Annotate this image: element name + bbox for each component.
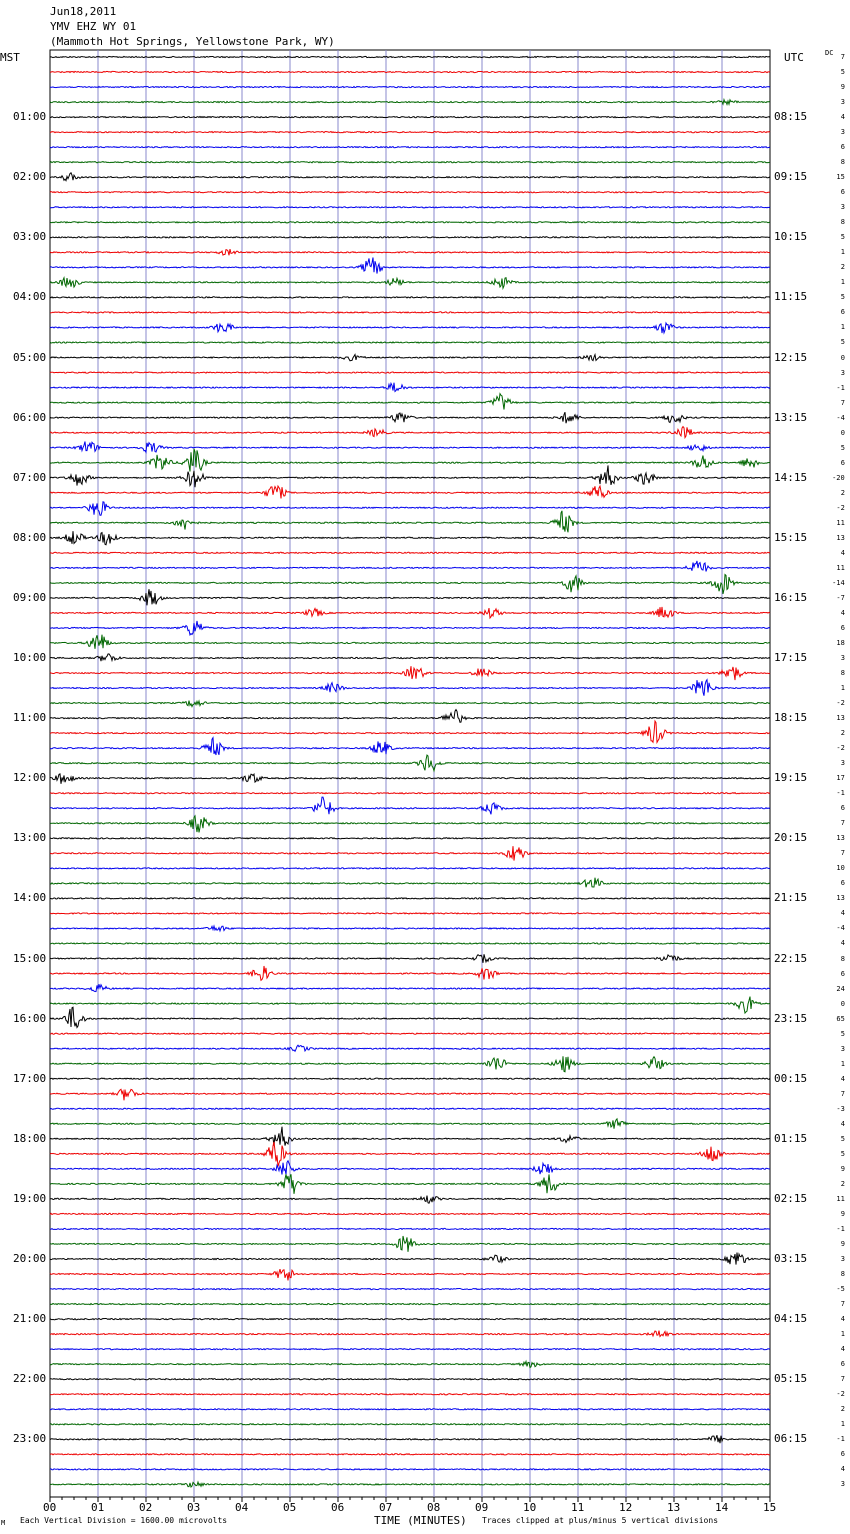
x-tick-label: 09 <box>475 1501 489 1514</box>
dc-offset-label: 2 <box>840 729 845 738</box>
trace-row <box>50 797 770 814</box>
left-hour-label: 13:00 <box>13 831 47 845</box>
dc-offset-label: 3 <box>840 1044 845 1053</box>
left-hour-label: 10:00 <box>13 651 47 664</box>
dc-offset-label: 5 <box>840 443 845 452</box>
dc-offset-label: 2 <box>840 263 845 272</box>
dc-offset-label: 13 <box>836 533 845 542</box>
trace-row <box>50 997 770 1013</box>
dc-offset-label: -2 <box>836 1390 845 1399</box>
trace-row <box>50 132 770 133</box>
dc-offset-label: 0 <box>840 353 845 362</box>
trace-row <box>50 383 770 392</box>
right-hour-label: 04:15 <box>774 1312 808 1326</box>
trace-row <box>50 222 770 223</box>
dc-offset-label: 5 <box>840 293 845 302</box>
trace-row <box>50 710 770 723</box>
trace-row <box>50 1394 770 1395</box>
trace-row <box>50 71 770 72</box>
dc-offset-label: 10 <box>836 864 845 873</box>
trace-row <box>50 1379 770 1380</box>
right-hour-label: 16:15 <box>774 590 808 604</box>
dc-offset-label: 8 <box>840 1270 845 1279</box>
trace-row <box>50 1482 770 1487</box>
x-tick-label: 02 <box>139 1501 153 1514</box>
dc-offset-label: 3 <box>840 759 845 768</box>
dc-offset-label: 6 <box>840 458 845 467</box>
dc-offset-label: 4 <box>840 113 845 122</box>
trace-row <box>50 1142 770 1167</box>
trace-row <box>50 755 770 771</box>
dc-offset-label: 17 <box>836 774 845 783</box>
trace-row <box>50 701 770 707</box>
trace-row <box>50 680 770 696</box>
trace-row <box>50 816 770 833</box>
dc-label: DC <box>825 49 834 57</box>
trace-row <box>50 635 770 649</box>
trace-row <box>50 1349 770 1350</box>
x-tick-label: 00 <box>43 1501 57 1514</box>
trace-row <box>50 1056 770 1072</box>
left-hour-label: 18:00 <box>13 1131 47 1145</box>
dc-offset-label: -2 <box>836 744 845 753</box>
right-hour-label: 03:15 <box>774 1252 808 1265</box>
trace-row <box>50 589 770 605</box>
left-hour-label: 23:00 <box>13 1432 47 1446</box>
right-hour-label: 08:15 <box>774 110 808 124</box>
trace-row <box>50 1033 770 1034</box>
right-hour-label: 05:15 <box>774 1372 808 1386</box>
trace-row <box>50 100 770 105</box>
trace-row <box>50 1409 770 1410</box>
dc-offset-label: 6 <box>840 879 845 888</box>
right-hour-label: 09:15 <box>774 170 808 184</box>
dc-offset-label: -4 <box>836 924 845 933</box>
right-hour-label: 22:15 <box>774 951 808 965</box>
right-hour-label: 13:15 <box>774 410 808 424</box>
left-hour-label: 08:00 <box>13 530 47 544</box>
left-hour-label: 19:00 <box>13 1191 47 1205</box>
trace-row <box>50 954 770 963</box>
left-hour-label: 07:00 <box>13 470 47 484</box>
footer-scale-note: Each Vertical Division = 1600.00 microvolts <box>20 1516 228 1525</box>
dc-offset-label: 7 <box>840 849 845 858</box>
dc-offset-label: 5 <box>840 233 845 242</box>
dc-offset-label: 5 <box>840 338 845 347</box>
right-hour-label: 12:15 <box>774 350 808 364</box>
dc-offset-label: -1 <box>836 1224 845 1233</box>
trace-row <box>50 1089 770 1100</box>
left-hour-label: 04:00 <box>13 290 47 304</box>
dc-offset-label: -1 <box>836 1435 845 1444</box>
dc-offset-label: 6 <box>840 308 845 317</box>
trace-row <box>50 1304 770 1305</box>
dc-offset-label: 1 <box>840 248 845 257</box>
footer-corner: M <box>1 1519 6 1527</box>
dc-offset-label: -3 <box>836 1104 845 1113</box>
trace-row <box>50 207 770 208</box>
trace-row <box>50 838 770 839</box>
trace-row <box>50 654 770 661</box>
trace-row <box>50 531 770 545</box>
trace-row <box>50 56 770 57</box>
trace-row <box>50 342 770 343</box>
trace-row <box>50 1435 770 1443</box>
dc-offset-label: 5 <box>840 1029 845 1038</box>
dc-offset-label: 9 <box>840 1164 845 1173</box>
trace-row <box>50 926 770 931</box>
left-hour-label: 05:00 <box>13 350 47 364</box>
dc-offset-label: 15 <box>836 173 845 182</box>
trace-row <box>50 607 770 618</box>
right-hour-label: 10:15 <box>774 230 808 244</box>
trace-row <box>50 147 770 148</box>
trace-row <box>50 323 770 333</box>
dc-offset-label: 5 <box>840 1149 845 1158</box>
dc-offset-label: 2 <box>840 1179 845 1188</box>
trace-row <box>50 1454 770 1455</box>
dc-offset-label: 7 <box>840 1089 845 1098</box>
trace-row <box>50 943 770 944</box>
right-hour-label: 17:15 <box>774 651 808 664</box>
dc-offset-label: 4 <box>840 909 845 918</box>
x-tick-label: 01 <box>91 1501 105 1514</box>
trace-row <box>50 1196 770 1204</box>
dc-offset-label: 2 <box>840 1405 845 1414</box>
dc-offset-label: 13 <box>836 714 845 723</box>
dc-offset-label: 6 <box>840 1360 845 1369</box>
dc-offset-label: 1 <box>840 1420 845 1429</box>
dc-offset-label: 24 <box>836 984 845 993</box>
dc-offset-label: 6 <box>840 969 845 978</box>
x-tick-label: 05 <box>283 1501 297 1514</box>
right-hour-label: 21:15 <box>774 891 808 905</box>
right-hour-label: 01:15 <box>774 1131 808 1145</box>
trace-row <box>50 1469 770 1470</box>
dc-offset-label: 65 <box>836 1014 845 1023</box>
dc-offset-label: 0 <box>840 428 845 437</box>
right-timezone-label: UTC <box>784 51 804 64</box>
dc-offset-label: 1 <box>840 1330 845 1339</box>
trace-row <box>50 738 770 755</box>
x-axis-title: TIME (MINUTES) <box>374 1514 467 1527</box>
trace-row <box>50 465 770 487</box>
trace-row <box>50 575 770 594</box>
x-tick-label: 14 <box>715 1501 729 1514</box>
footer-clip-note: Traces clipped at plus/minus 5 vertical divisions <box>482 1516 719 1525</box>
dc-offset-label: 3 <box>840 1480 845 1489</box>
dc-offset-label: -1 <box>836 383 845 392</box>
dc-offset-label: 18 <box>836 638 845 647</box>
right-hour-label: 14:15 <box>774 470 808 484</box>
trace-row <box>50 793 770 794</box>
trace-row <box>50 1007 770 1027</box>
trace-row <box>50 984 770 991</box>
dc-offset-label: 1 <box>840 323 845 332</box>
left-hour-label: 14:00 <box>13 891 47 905</box>
dc-offset-label: 3 <box>840 368 845 377</box>
dc-offset-label: 11 <box>836 1194 845 1203</box>
dc-offset-label: 4 <box>840 608 845 617</box>
trace-row <box>50 427 770 438</box>
dc-offset-label: -5 <box>836 1285 845 1294</box>
dc-offset-label: 2 <box>840 488 845 497</box>
right-hour-label: 11:15 <box>774 290 808 304</box>
dc-offset-label: -2 <box>836 503 845 512</box>
trace-row <box>50 721 770 742</box>
dc-offset-label: 13 <box>836 834 845 843</box>
dc-offset-label: -2 <box>836 699 845 708</box>
trace-row <box>50 162 770 163</box>
left-hour-label: 17:00 <box>13 1071 47 1085</box>
left-hour-label: 02:00 <box>13 170 47 184</box>
trace-row <box>50 1119 770 1129</box>
trace-row <box>50 1319 770 1320</box>
x-tick-label: 15 <box>763 1501 777 1514</box>
x-tick-label: 12 <box>619 1501 633 1514</box>
trace-row <box>50 621 770 635</box>
trace-row <box>50 1228 770 1229</box>
dc-offset-label: 6 <box>840 623 845 632</box>
dc-offset-label: 3 <box>840 654 845 662</box>
trace-row <box>50 1331 770 1337</box>
dc-offset-label: 7 <box>840 1375 845 1384</box>
seismogram-traces <box>50 56 770 1487</box>
left-hour-label: 22:00 <box>13 1372 47 1386</box>
x-tick-label: 07 <box>379 1501 393 1514</box>
time-axis <box>50 1497 770 1502</box>
dc-offset-label: 8 <box>840 669 845 678</box>
dc-offset-label: 6 <box>840 188 845 197</box>
trace-row <box>50 1424 770 1425</box>
dc-offset-label: 9 <box>840 1239 845 1248</box>
trace-row <box>50 774 770 784</box>
station-location: (Mammoth Hot Springs, Yellowstone Park, WY) <box>50 35 335 48</box>
trace-row <box>50 966 770 980</box>
right-hour-label: 02:15 <box>774 1191 808 1205</box>
trace-row <box>50 486 770 498</box>
trace-row <box>50 449 770 472</box>
dc-offset-label: 13 <box>836 894 845 903</box>
trace-row <box>50 1236 770 1252</box>
dc-offset-label: 7 <box>840 398 845 407</box>
trace-row <box>50 1161 770 1175</box>
dc-offset-label: 11 <box>836 518 845 527</box>
trace-row <box>50 1078 770 1079</box>
right-hour-label: 23:15 <box>774 1011 808 1025</box>
trace-row <box>50 868 770 869</box>
dc-offset-label: 7 <box>840 819 845 828</box>
trace-row <box>50 237 770 238</box>
x-tick-label: 13 <box>667 1501 681 1514</box>
dc-offset-label: 3 <box>840 98 845 107</box>
trace-row <box>50 372 770 373</box>
dc-offset-label: 1 <box>840 684 845 693</box>
x-tick-label: 03 <box>187 1501 201 1514</box>
trace-row <box>50 846 770 860</box>
dc-offset-label: 9 <box>840 1209 845 1218</box>
dc-offset-label: 5 <box>840 1134 845 1143</box>
dc-offset-label: 7 <box>840 53 845 61</box>
trace-row <box>50 442 770 453</box>
left-hour-label: 21:00 <box>13 1312 47 1326</box>
right-hour-label: 06:15 <box>774 1432 808 1446</box>
trace-row <box>50 552 770 553</box>
x-tick-label: 06 <box>331 1501 345 1514</box>
station-id: YMV EHZ WY 01 <box>50 20 137 33</box>
dc-offset-label: 11 <box>836 563 845 572</box>
dc-offset-label: 1 <box>840 278 845 287</box>
trace-row <box>50 1174 770 1194</box>
dc-offset-label: 8 <box>840 158 845 167</box>
trace-row <box>50 173 770 181</box>
trace-row <box>50 1253 770 1265</box>
left-hour-label: 03:00 <box>13 230 47 244</box>
trace-row <box>50 898 770 899</box>
trace-row <box>50 258 770 274</box>
trace-row <box>50 192 770 193</box>
dc-offset-label: 4 <box>840 1315 845 1324</box>
x-tick-label: 11 <box>571 1501 585 1514</box>
dc-offset-label: 3 <box>840 128 845 137</box>
left-hour-label: 06:00 <box>13 410 47 424</box>
trace-row <box>50 394 770 410</box>
plot-date: Jun18,2011 <box>50 5 117 18</box>
trace-row <box>50 87 770 88</box>
dc-offset-label: 1 <box>840 1059 845 1068</box>
right-hour-label: 18:15 <box>774 711 808 725</box>
x-tick-label: 08 <box>427 1501 441 1514</box>
left-hour-label: 01:00 <box>13 110 47 124</box>
dc-offset-label: -7 <box>836 593 845 602</box>
trace-row <box>50 502 770 515</box>
dc-offset-label: 6 <box>840 804 845 813</box>
dc-offset-label: 4 <box>840 1345 845 1354</box>
trace-row <box>50 1362 770 1368</box>
left-hour-label: 11:00 <box>13 711 47 725</box>
trace-row <box>50 878 770 888</box>
trace-row <box>50 1045 770 1051</box>
dc-offset-label: 6 <box>840 1450 845 1459</box>
dc-offset-label: -1 <box>836 789 845 798</box>
left-hour-label: 16:00 <box>13 1011 47 1025</box>
dc-offset-label: 4 <box>840 1465 845 1474</box>
trace-row <box>50 511 770 533</box>
left-hour-label: 20:00 <box>13 1252 47 1265</box>
right-hour-label: 00:15 <box>774 1071 808 1085</box>
x-tick-label: 04 <box>235 1501 249 1514</box>
dc-offset-label: 4 <box>840 548 845 557</box>
dc-offset-label: 9 <box>840 83 845 92</box>
trace-row <box>50 561 770 572</box>
trace-row <box>50 913 770 914</box>
dc-offset-label: 6 <box>840 143 845 152</box>
trace-row <box>50 117 770 118</box>
trace-row <box>50 1127 770 1146</box>
dc-offset-label: 5 <box>840 68 845 77</box>
right-hour-label: 19:15 <box>774 771 808 785</box>
dc-offset-label: -4 <box>836 413 845 422</box>
trace-row <box>50 355 770 361</box>
left-hour-label: 12:00 <box>13 771 47 785</box>
trace-row <box>50 1289 770 1290</box>
dc-offset-label: 3 <box>840 203 845 212</box>
dc-offset-label: 7 <box>840 1300 845 1309</box>
trace-row <box>50 1213 770 1214</box>
dc-offset-label: -20 <box>832 473 845 482</box>
trace-row <box>50 666 770 680</box>
dc-offset-label: 4 <box>840 1074 845 1083</box>
dc-offset-label: 8 <box>840 218 845 227</box>
trace-row <box>50 1108 770 1109</box>
x-tick-label: 10 <box>523 1501 537 1514</box>
trace-row <box>50 412 770 423</box>
dc-offset-label: 0 <box>840 999 845 1008</box>
dc-offset-label: 4 <box>840 1119 845 1128</box>
left-hour-label: 09:00 <box>13 590 47 604</box>
dc-offset-label: 4 <box>840 939 845 948</box>
trace-row <box>50 1269 770 1280</box>
trace-row <box>50 249 770 255</box>
right-hour-label: 20:15 <box>774 831 808 845</box>
trace-row <box>50 297 770 298</box>
left-timezone-label: MST <box>0 51 20 64</box>
dc-offset-label: -14 <box>832 578 845 587</box>
dc-offset-label: 3 <box>840 1255 845 1263</box>
left-hour-label: 15:00 <box>13 951 47 965</box>
trace-row <box>50 312 770 313</box>
trace-row <box>50 278 770 289</box>
right-hour-label: 15:15 <box>774 530 808 544</box>
dc-offset-label: 8 <box>840 954 845 963</box>
